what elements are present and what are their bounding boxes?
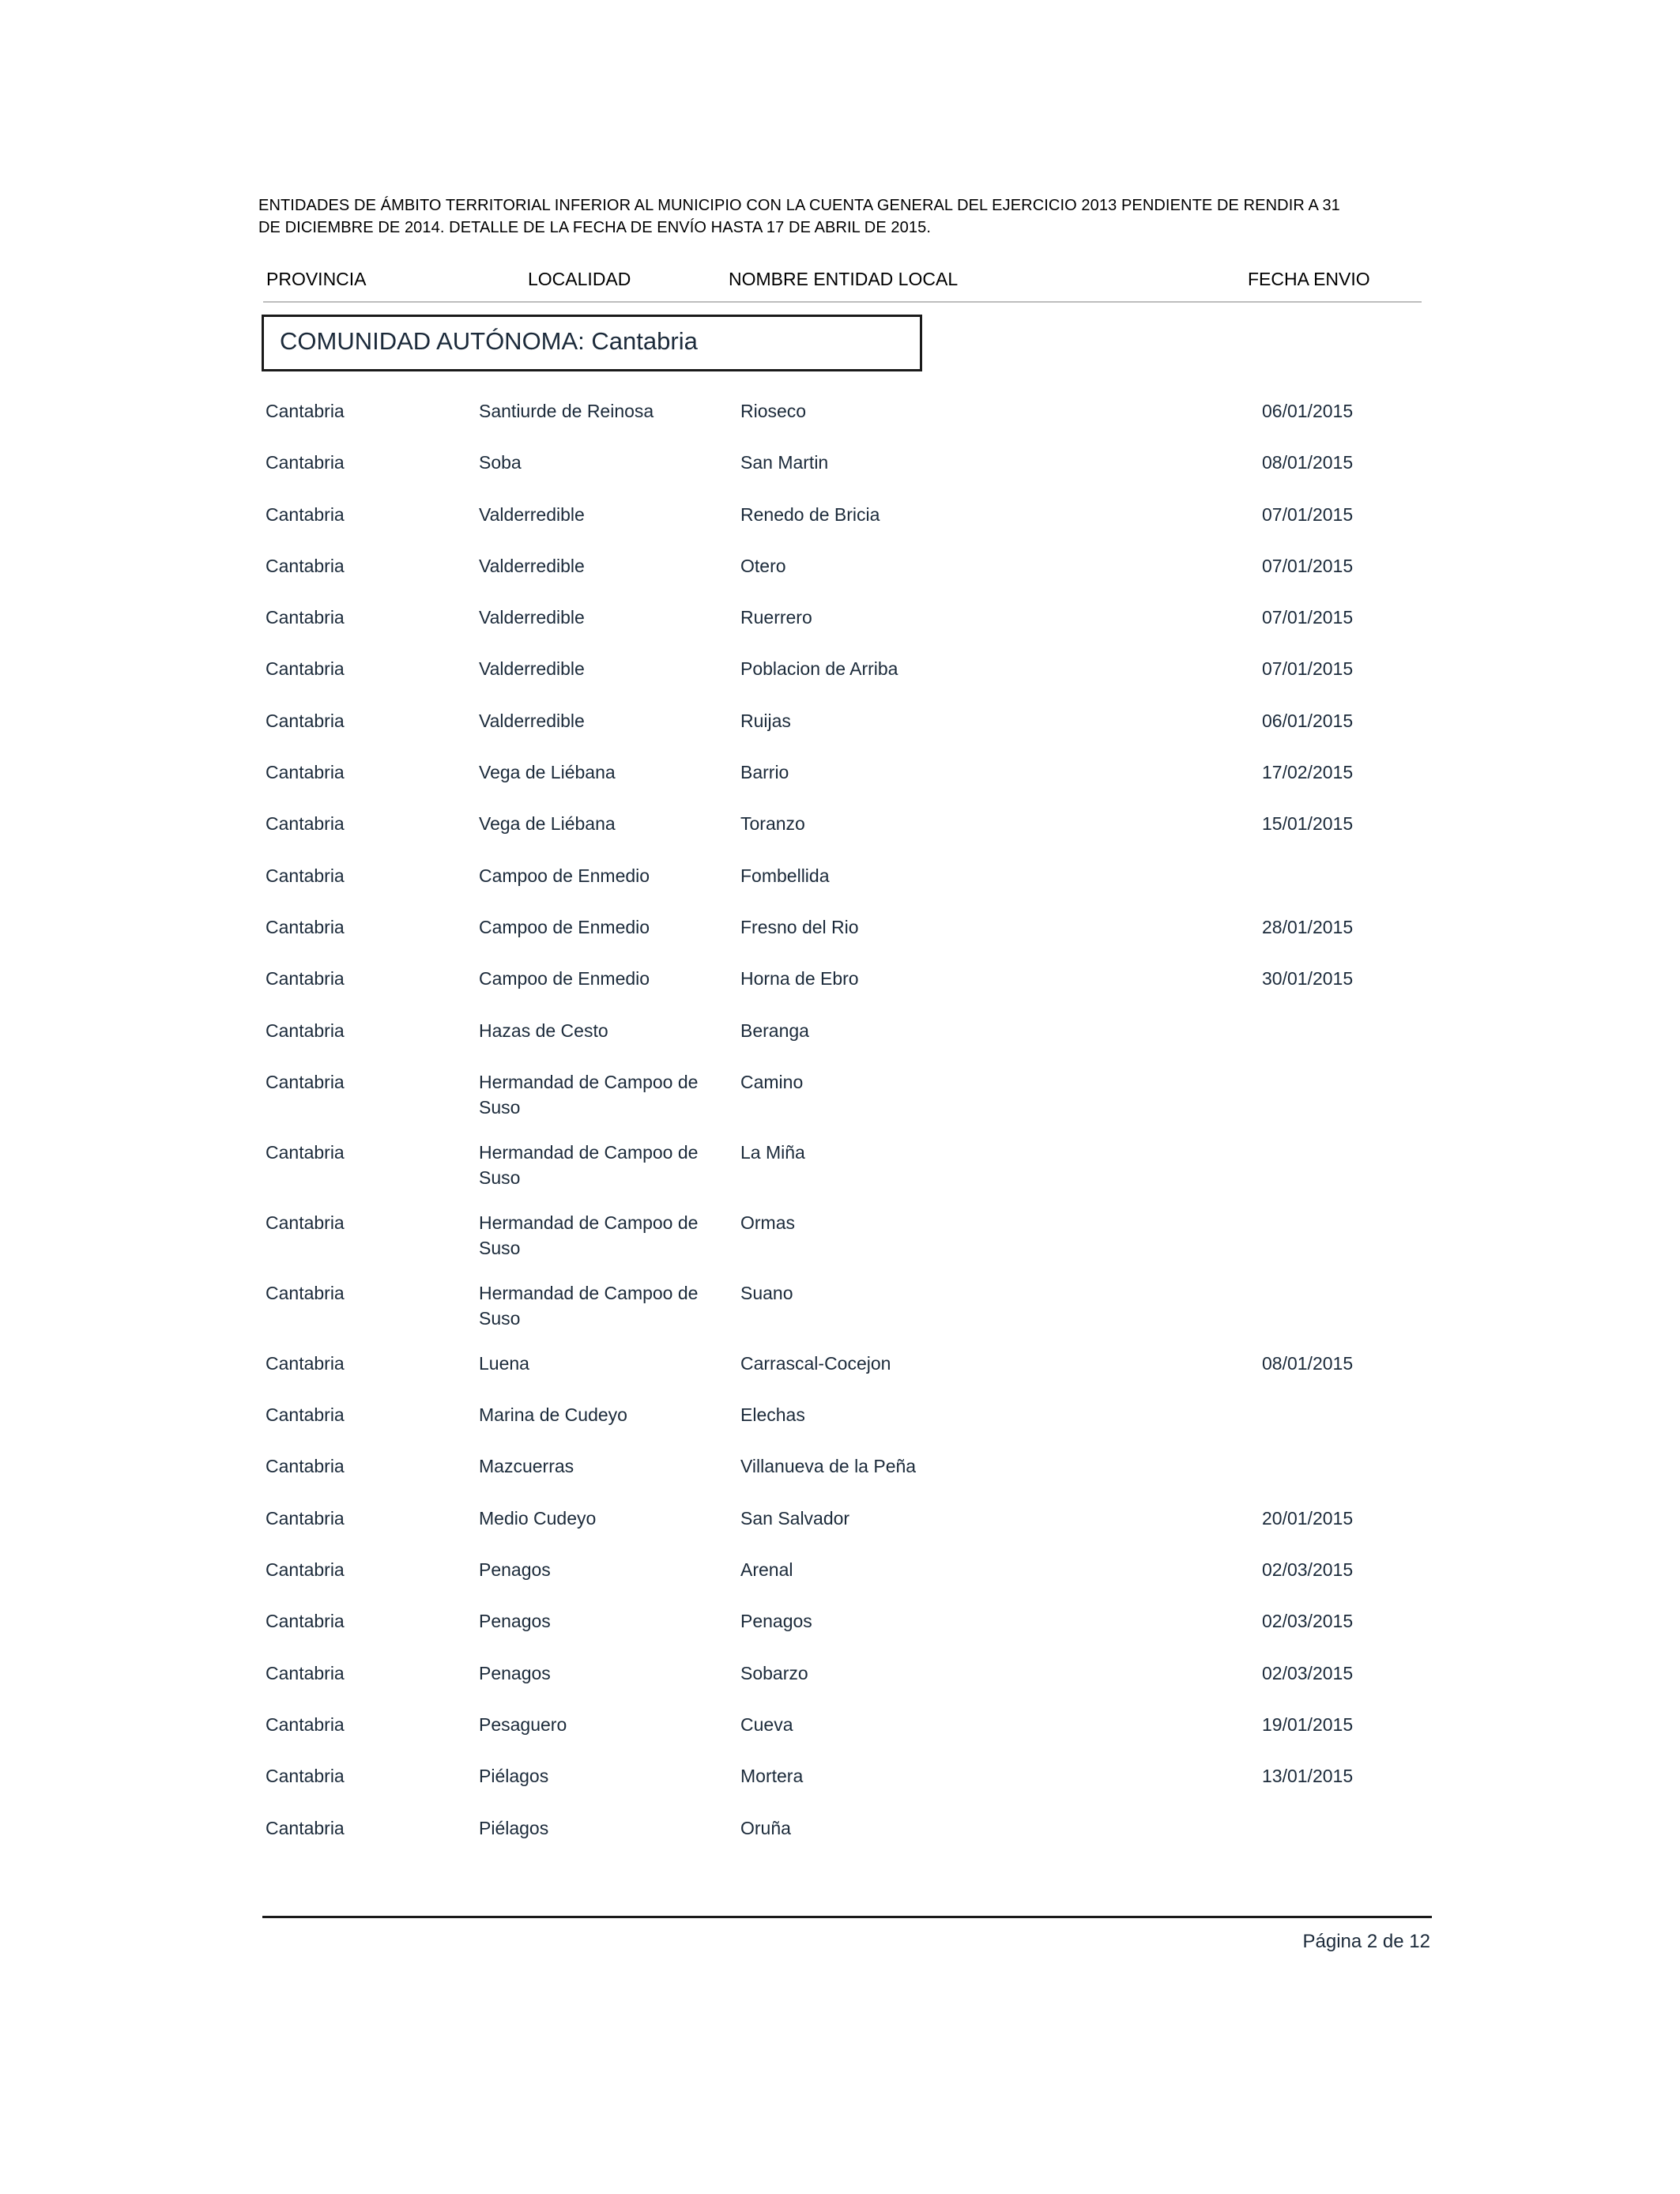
- cell-provincia: Cantabria: [266, 1071, 345, 1092]
- table-row: [0, 1018, 1680, 1069]
- cell-provincia: Cantabria: [266, 401, 345, 421]
- cell-localidad: Valderredible: [479, 658, 585, 680]
- cell-entidad: Beranga: [740, 1020, 809, 1041]
- cell-fecha: 06/01/2015: [1262, 710, 1354, 731]
- column-header-localidad: LOCALIDAD: [528, 269, 631, 289]
- cell-localidad: Hermandad de Campoo de Suso: [479, 1071, 699, 1118]
- cell-entidad: Otero: [740, 555, 786, 576]
- cell-provincia: Cantabria: [266, 1713, 345, 1735]
- cell-fecha: 20/01/2015: [1262, 1507, 1354, 1529]
- cell-localidad: Piélagos: [479, 1817, 549, 1838]
- cell-localidad: Vega de Liébana: [479, 813, 616, 835]
- cell-fecha: 08/01/2015: [1262, 1352, 1354, 1374]
- cell-entidad: Oruña: [740, 1817, 791, 1838]
- cell-localidad: Penagos: [479, 1559, 551, 1581]
- cell-entidad: La Miña: [740, 1141, 805, 1163]
- cell-provincia: Cantabria: [266, 1507, 345, 1529]
- cell-entidad: Fombellida: [740, 865, 830, 886]
- table-row: [0, 708, 1680, 760]
- cell-localidad: Campoo de Enmedio: [479, 865, 650, 886]
- cell-fecha: 07/01/2015: [1262, 658, 1354, 680]
- cell-provincia: Cantabria: [266, 1404, 345, 1426]
- table-row: [0, 1210, 1680, 1280]
- cell-provincia: Cantabria: [266, 555, 345, 576]
- cell-entidad: Villanueva de la Peña: [740, 1456, 917, 1477]
- cell-entidad: Sobarzo: [740, 1662, 808, 1683]
- cell-entidad: Carrascal-Cocejon: [740, 1352, 891, 1374]
- table-row: [0, 1140, 1680, 1210]
- page-number: Página 2 de 12: [1302, 1931, 1430, 1952]
- cell-provincia: Cantabria: [266, 452, 345, 473]
- table-row: [0, 1453, 1680, 1505]
- cell-entidad: Fresno del Rio: [740, 916, 859, 937]
- cell-localidad: Hermandad de Campoo de Suso: [479, 1141, 699, 1188]
- table-row: [0, 1557, 1680, 1608]
- column-header-provincia: PROVINCIA: [266, 269, 367, 289]
- cell-provincia: Cantabria: [266, 1212, 345, 1233]
- cell-provincia: Cantabria: [266, 1817, 345, 1838]
- cell-localidad: Soba: [479, 452, 522, 473]
- cell-fecha: 19/01/2015: [1262, 1713, 1354, 1735]
- cell-fecha: 13/01/2015: [1262, 1766, 1354, 1787]
- table-row: [0, 914, 1680, 966]
- cell-localidad: Piélagos: [479, 1766, 549, 1787]
- table-row: [0, 1763, 1680, 1815]
- table-row: [0, 1815, 1680, 1867]
- cell-provincia: Cantabria: [266, 1766, 345, 1787]
- table-row: [0, 1661, 1680, 1712]
- cell-provincia: Cantabria: [266, 916, 345, 937]
- cell-fecha: 02/03/2015: [1262, 1559, 1354, 1581]
- cell-entidad: Barrio: [740, 762, 789, 783]
- table-row: [0, 605, 1680, 656]
- table-row: [0, 1069, 1680, 1140]
- cell-localidad: Campoo de Enmedio: [479, 916, 650, 937]
- cell-fecha: 28/01/2015: [1262, 916, 1354, 937]
- cell-entidad: San Salvador: [740, 1507, 850, 1529]
- table-row: [0, 1402, 1680, 1453]
- cell-entidad: Elechas: [740, 1404, 805, 1426]
- cell-localidad: Vega de Liébana: [479, 762, 616, 783]
- cell-entidad: Ormas: [740, 1212, 795, 1233]
- table-row: [0, 1351, 1680, 1402]
- cell-fecha: 30/01/2015: [1262, 968, 1354, 990]
- cell-entidad: Ruerrero: [740, 607, 812, 628]
- cell-provincia: Cantabria: [266, 1559, 345, 1581]
- cell-entidad: Rioseco: [740, 401, 807, 421]
- cell-fecha: 06/01/2015: [1262, 401, 1354, 421]
- cell-fecha: 02/03/2015: [1262, 1611, 1354, 1632]
- table-row: [0, 760, 1680, 811]
- cell-provincia: Cantabria: [266, 607, 345, 628]
- table-row: [0, 1506, 1680, 1557]
- cell-provincia: Cantabria: [266, 1611, 345, 1632]
- table-row: [0, 656, 1680, 707]
- table-row: [0, 1712, 1680, 1763]
- table-row: [0, 1608, 1680, 1660]
- cell-entidad: Arenal: [740, 1559, 793, 1581]
- title-line-1: ENTIDADES DE ÁMBITO TERRITORIAL INFERIOR AL MUNICIPIO CON LA CUENTA GENERAL DEL EJERCICIO 2013 PENDIENTE DE RENDIR A 31: [258, 197, 1340, 214]
- cell-localidad: Luena: [479, 1352, 529, 1374]
- cell-entidad: Ruijas: [740, 710, 791, 731]
- title-line-2: DE DICIEMBRE DE 2014. DETALLE DE LA FECHA DE ENVÍO HASTA 17 DE ABRIL DE 2015.: [258, 219, 931, 236]
- cell-fecha: 15/01/2015: [1262, 813, 1354, 835]
- cell-entidad: Camino: [740, 1071, 804, 1092]
- cell-provincia: Cantabria: [266, 1662, 345, 1683]
- cell-entidad: Renedo de Bricia: [740, 503, 880, 525]
- cell-entidad: Suano: [740, 1282, 793, 1303]
- column-header-fecha: FECHA ENVIO: [1248, 269, 1370, 289]
- table-row: [0, 450, 1680, 501]
- table-row: [0, 1280, 1680, 1351]
- data-table: [0, 398, 1680, 1867]
- cell-provincia: Cantabria: [266, 1456, 345, 1477]
- cell-localidad: Valderredible: [479, 607, 585, 628]
- cell-localidad: Penagos: [479, 1611, 551, 1632]
- cell-provincia: Cantabria: [266, 658, 345, 680]
- cell-localidad: Hermandad de Campoo de Suso: [479, 1282, 699, 1329]
- cell-localidad: Penagos: [479, 1662, 551, 1683]
- cell-provincia: Cantabria: [266, 813, 345, 835]
- table-row: [0, 502, 1680, 553]
- table-row: [0, 966, 1680, 1017]
- cell-localidad: Santiurde de Reinosa: [479, 401, 654, 421]
- cell-localidad: Valderredible: [479, 503, 585, 525]
- cell-localidad: Marina de Cudeyo: [479, 1404, 627, 1426]
- cell-fecha: 07/01/2015: [1262, 607, 1354, 628]
- region-box: [262, 315, 922, 371]
- column-header-entidad: NOMBRE ENTIDAD LOCAL: [729, 269, 959, 289]
- cell-entidad: Mortera: [740, 1766, 804, 1787]
- cell-provincia: Cantabria: [266, 968, 345, 990]
- cell-localidad: Hazas de Cesto: [479, 1020, 608, 1041]
- table-row: [0, 863, 1680, 914]
- cell-fecha: 08/01/2015: [1262, 452, 1354, 473]
- table-row: [0, 811, 1680, 862]
- cell-fecha: 07/01/2015: [1262, 555, 1354, 576]
- cell-localidad: Valderredible: [479, 710, 585, 731]
- header-divider: [263, 301, 1422, 303]
- cell-localidad: Campoo de Enmedio: [479, 968, 650, 990]
- cell-entidad: Horna de Ebro: [740, 968, 859, 990]
- cell-entidad: Penagos: [740, 1611, 812, 1632]
- cell-localidad: Valderredible: [479, 555, 585, 576]
- cell-provincia: Cantabria: [266, 1282, 345, 1303]
- cell-localidad: Pesaguero: [479, 1713, 567, 1735]
- cell-provincia: Cantabria: [266, 865, 345, 886]
- cell-provincia: Cantabria: [266, 710, 345, 731]
- cell-localidad: Mazcuerras: [479, 1456, 574, 1477]
- page-title: [258, 194, 1340, 239]
- cell-fecha: 17/02/2015: [1262, 762, 1354, 783]
- cell-localidad: Hermandad de Campoo de Suso: [479, 1212, 699, 1258]
- cell-entidad: Cueva: [740, 1713, 793, 1735]
- footer-divider: [262, 1916, 1432, 1918]
- cell-provincia: Cantabria: [266, 762, 345, 783]
- cell-provincia: Cantabria: [266, 503, 345, 525]
- cell-fecha: 07/01/2015: [1262, 503, 1354, 525]
- table-row: [0, 398, 1680, 450]
- cell-entidad: Toranzo: [740, 813, 805, 835]
- column-headers: [0, 269, 1680, 296]
- cell-provincia: Cantabria: [266, 1141, 345, 1163]
- cell-localidad: Medio Cudeyo: [479, 1507, 597, 1529]
- cell-entidad: San Martin: [740, 452, 829, 473]
- table-row: [0, 553, 1680, 605]
- cell-entidad: Poblacion de Arriba: [740, 658, 898, 680]
- cell-fecha: 02/03/2015: [1262, 1662, 1354, 1683]
- cell-provincia: Cantabria: [266, 1352, 345, 1374]
- cell-provincia: Cantabria: [266, 1020, 345, 1041]
- region-label: COMUNIDAD AUTÓNOMA: Cantabria: [280, 327, 698, 355]
